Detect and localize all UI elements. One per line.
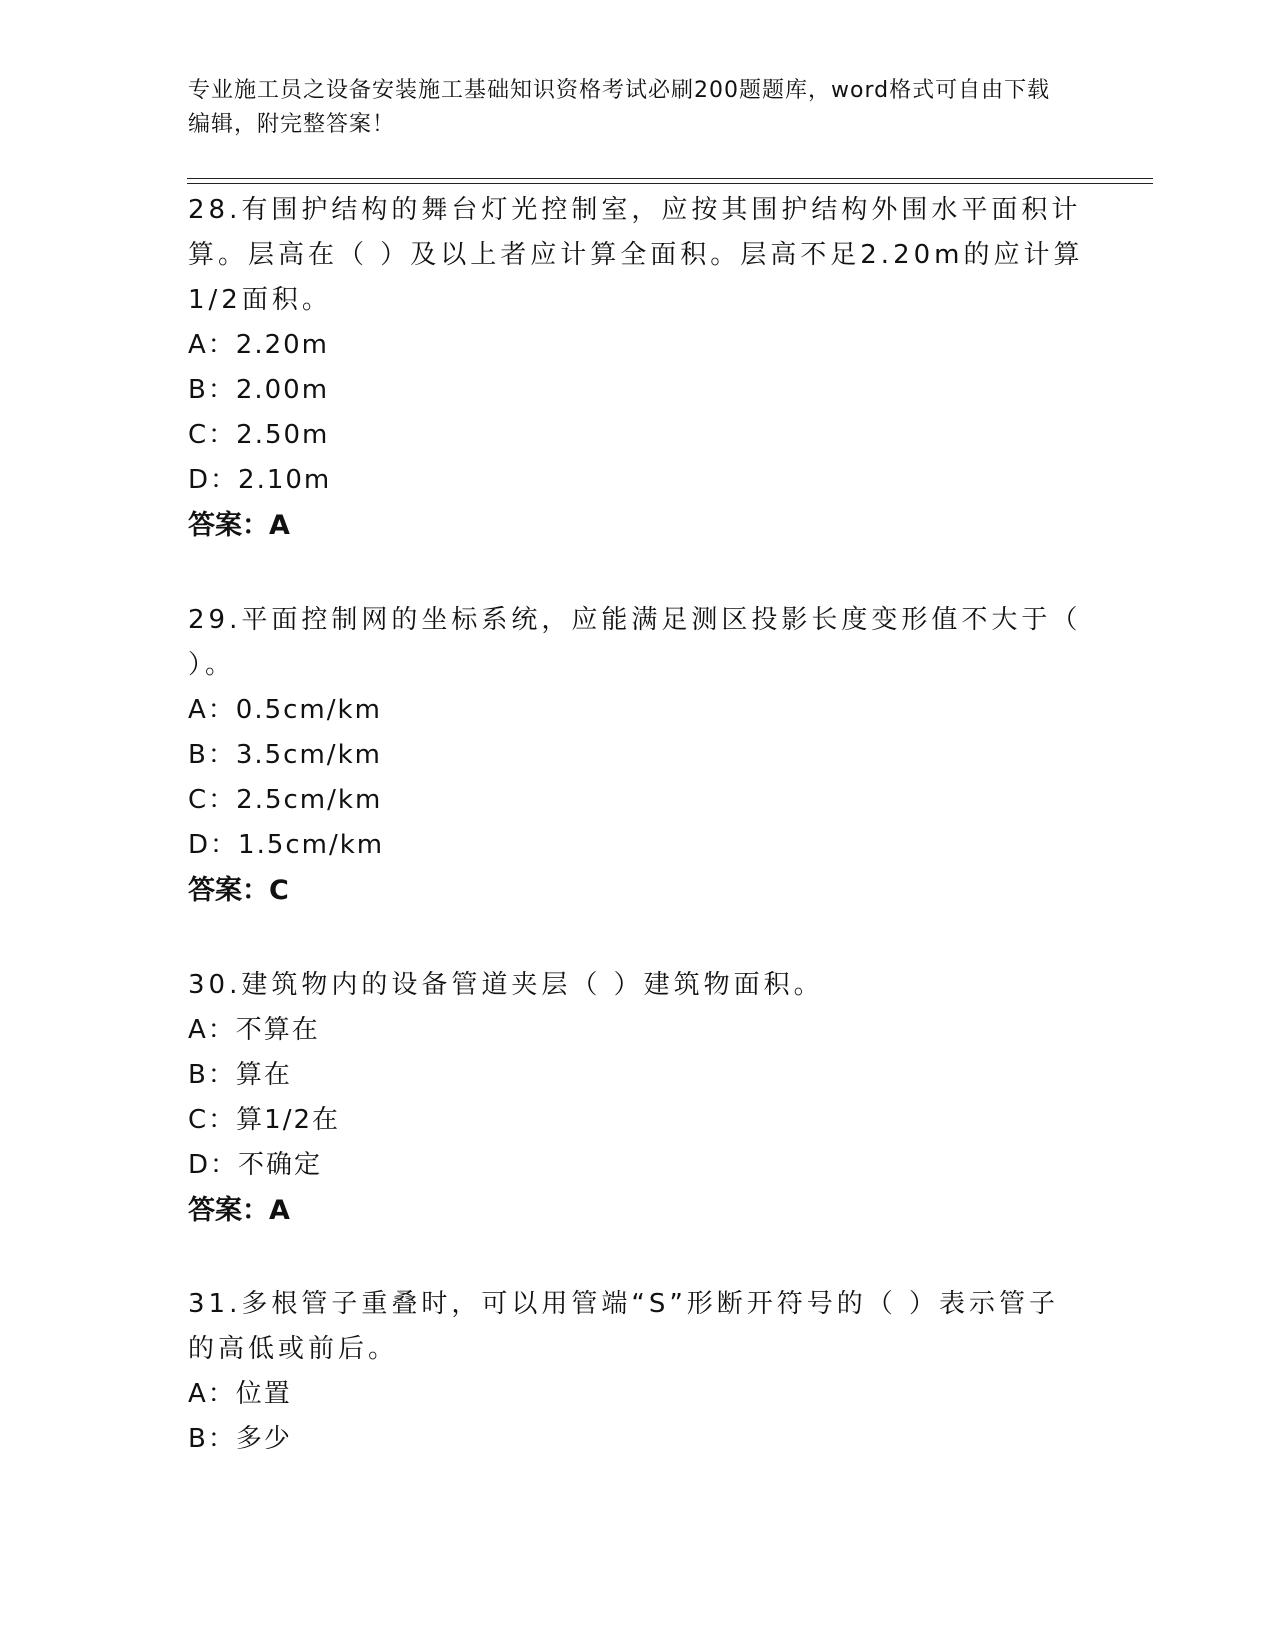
answer-line: 答案：C (188, 875, 289, 906)
answer-line: 答案：A (188, 1195, 290, 1226)
option-b: B：3.5cm/km (188, 740, 382, 770)
question-stem: 31.多根管子重叠时，可以用管端“S”形断开符号的（ ）表示管子的高低或前后。 (188, 1289, 1060, 1364)
option-c: C：算1/2在 (188, 1105, 340, 1135)
option-b: B：多少 (188, 1424, 292, 1454)
question-stem: 29.平面控制网的坐标系统，应能满足测区投影长度变形值不大于（ ）。 (188, 605, 1082, 680)
question-30 (188, 963, 1088, 1233)
option-a: A：2.20m (188, 330, 330, 360)
option-c: C：2.50m (188, 420, 330, 450)
option-d: D：1.5cm/km (188, 830, 385, 860)
option-c: C：2.5cm/km (188, 785, 383, 815)
question-29 (188, 598, 1088, 913)
question-stem: 28.有围护结构的舞台灯光控制室，应按其围护结构外围水平面积计算。层高在（ ）及以上者应计算全面积。层高不足2.20m的应计算1/2面积。 (188, 195, 1084, 315)
header-divider-bottom (187, 183, 1153, 184)
option-a: A：不算在 (188, 1015, 320, 1045)
option-a: A：0.5cm/km (188, 695, 382, 725)
option-d: D：2.10m (188, 465, 332, 495)
question-28 (188, 188, 1088, 548)
question-31 (188, 1282, 1088, 1462)
option-b: B：2.00m (188, 375, 330, 405)
document-header: 专业施工员之设备安装施工基础知识资格考试必刷200题题库，word格式可自由下载编辑，附完整答案！ (188, 78, 1051, 137)
option-b: B：算在 (188, 1060, 292, 1090)
header-divider-top (187, 178, 1153, 179)
option-a: A：位置 (188, 1379, 292, 1409)
answer-line: 答案：A (188, 510, 290, 541)
question-stem: 30.建筑物内的设备管道夹层（ ）建筑物面积。 (188, 970, 824, 1000)
option-d: D：不确定 (188, 1150, 323, 1180)
